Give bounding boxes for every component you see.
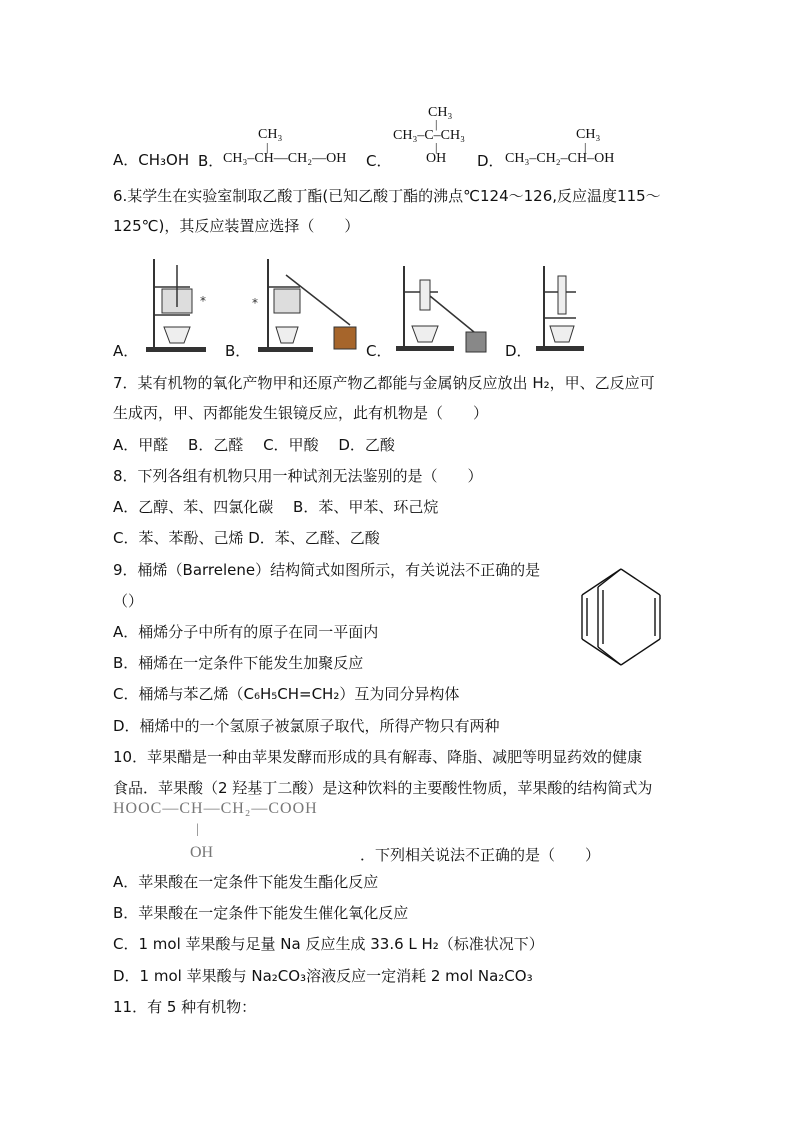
q5-option-c-label: C． (366, 152, 392, 170)
barrelene-structure (578, 565, 664, 669)
q10-stem-tail: ．下列相关说法不正确的是（ ） (360, 846, 601, 864)
q5-c-hydroxyl: OH (426, 151, 447, 166)
q5-b-methyl: CH₃ (258, 127, 283, 142)
q5-d-bond: | (584, 140, 587, 154)
q7-stem-line2: 生成丙，甲、丙都能发生银镜反应，此有机物是（ ） (113, 404, 489, 422)
malic-acid-bond: | (196, 822, 199, 837)
q5-d-methyl: CH₃ (576, 127, 601, 142)
q5-c-chain: CH₃–C–CH₃ (393, 128, 465, 143)
q5-c-bond-top: | (435, 117, 438, 131)
q9-paren: （） (113, 592, 144, 610)
q8-options-ab: A．乙醇、苯、四氯化碳 B．苯、甲苯、环己烷 (113, 498, 439, 516)
q5-d-chain: CH₃–CH₂–CH–OH (505, 151, 615, 166)
q10-option-a: A．苹果酸在一定条件下能发生酯化反应 (113, 873, 379, 891)
q5-option-d-label: D． (477, 152, 504, 170)
q7-stem-line1: 7．某有机物的氧化产物甲和还原产物乙都能与金属钠反应放出 H₂，甲、乙反应可 (113, 374, 655, 392)
apparatus-b-image (250, 255, 360, 355)
q8-stem: 8．下列各组有机物只用一种试剂无法鉴别的是（ ） (113, 467, 483, 485)
q9-stem: 9．桶烯（Barrelene）结构简式如图所示，有关说法不正确的是 (113, 561, 541, 579)
q5-c-bond-bottom: | (435, 140, 438, 154)
q5-option-a: A．CH₃OH (113, 151, 190, 169)
apparatus-a-image (140, 255, 220, 355)
q5-b-chain: CH₃–CH—CH₂—OH (223, 151, 347, 166)
q5-b-bond: | (266, 140, 269, 154)
q7-options: A．甲醛 B．乙醛 C．甲酸 D．乙酸 (113, 436, 395, 454)
q8-options-cd: C．苯、苯酚、己烯 D．苯、乙醛、乙酸 (113, 529, 380, 547)
apparatus-a-label: A． (113, 342, 139, 360)
q10-option-b: B．苹果酸在一定条件下能发生催化氧化反应 (113, 904, 409, 922)
q10-option-c: C．1 mol 苹果酸与足量 Na 反应生成 33.6 L H₂（标准状况下） (113, 935, 544, 953)
apparatus-c-image (390, 262, 490, 354)
q10-option-d: D．1 mol 苹果酸与 Na₂CO₃溶液反应一定消耗 2 mol Na₂CO₃ (113, 967, 533, 985)
q6-stem-line1: 6.某学生在实验室制取乙酸丁酯(已知乙酸丁酯的沸点℃124～126,反应温度115～ (113, 187, 661, 205)
q9-option-d: D．桶烯中的一个氢原子被氯原子取代，所得产物只有两种 (113, 717, 500, 735)
q5-c-methyl-top: CH₃ (428, 105, 453, 120)
q9-option-c: C．桶烯与苯乙烯（C₆H₅CH=CH₂）互为同分异构体 (113, 685, 460, 703)
apparatus-b-label: B． (225, 342, 251, 360)
apparatus-c-label: C． (366, 342, 392, 360)
svg-text:*: * (252, 296, 258, 310)
apparatus-d-image (532, 262, 592, 354)
svg-text:*: * (200, 294, 206, 308)
q11-stem: 11．有 5 种有机物： (113, 998, 257, 1016)
apparatus-d-label: D． (505, 342, 532, 360)
q9-option-a: A．桶烯分子中所有的原子在同一平面内 (113, 623, 379, 641)
q5-option-b-label: B． (198, 152, 224, 170)
q6-stem-line2: 125℃)，其反应装置应选择（ ） (113, 217, 360, 235)
malic-acid-hydroxyl: OH (190, 844, 214, 861)
malic-acid-structure: HOOC—CH—CH₂—COOH (113, 800, 318, 817)
q10-stem-line1: 10．苹果醋是一种由苹果发酵而形成的具有解毒、降脂、减肥等明显药效的健康 (113, 748, 643, 766)
q9-option-b: B．桶烯在一定条件下能发生加聚反应 (113, 654, 364, 672)
q10-stem-line2: 食品．苹果酸（2 羟基丁二酸）是这种饮料的主要酸性物质，苹果酸的结构简式为 (113, 779, 653, 797)
